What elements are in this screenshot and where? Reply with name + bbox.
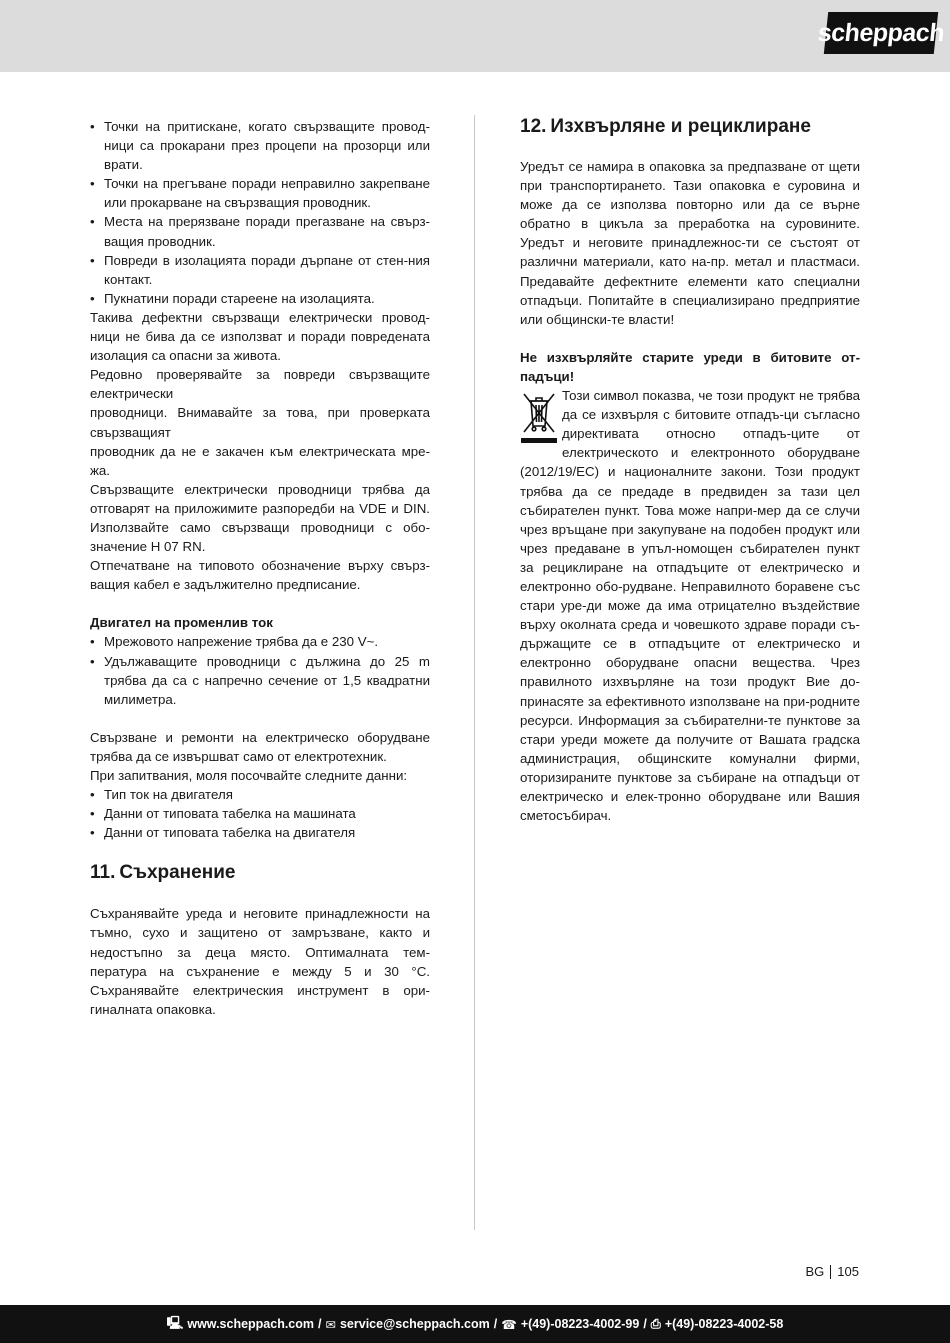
list-item: • Точки на прегъване поради неправилно закрепване или прокарване на свързващия проводник. xyxy=(90,174,430,212)
phone-icon: ☎ xyxy=(501,1317,517,1332)
paragraph: проводници. Внимавайте за това, при проверката свързващият xyxy=(90,405,430,440)
motor-list xyxy=(90,632,430,708)
list-item: • Удължаващите проводници с дължина до 25 m трябва да са с напречно сечение от 1,5 квадратни милиметра. xyxy=(90,652,430,709)
section-number: 12. xyxy=(520,116,547,137)
section-11-heading xyxy=(90,861,430,885)
mail-icon: ✉ xyxy=(325,1317,336,1332)
left-column xyxy=(90,117,430,1019)
inquiry-list xyxy=(90,785,430,842)
computer-icon: 🖳 xyxy=(166,1315,184,1330)
paragraph: Отпечатване на типовото обозначение върху свърз-ващия кабел е задължително предписание. xyxy=(90,558,430,593)
email-link[interactable]: service@scheppach.com xyxy=(339,1317,490,1331)
section-12-heading xyxy=(520,115,860,139)
paragraph: Свързване и ремонти на електрическо оборудване трябва да се извършват само от електротехник. xyxy=(90,729,430,764)
weee-block xyxy=(520,386,860,825)
paragraph: Уредът се намира в опаковка за предпазване от щети при транспортирането. Тази опаковка е суровина и може да се използва повторно или да се върне обратно в цикъла за преработка на суровините. Уредът и неговите принадлежнос-ти се състоят от различни материали, като на-пр. метал и пластмаси. Предавайте дефектните елементи като специални отпадъци. Попитайте в специализирано предприятие или общински-те власти! xyxy=(520,159,860,327)
footer-bar xyxy=(0,1305,950,1343)
page-number-separator xyxy=(830,1265,831,1279)
paragraph: При запитвания, моля посочвайте следните данни: xyxy=(90,768,408,783)
paragraph: Свързващите електрически проводници трябва да отговарят на приложимите разпоредби на VDE и DIN. Използвайте само свързващи проводници с обо-значение H 07 RN. xyxy=(90,481,430,555)
page-number xyxy=(806,1264,860,1279)
list-item: • Повреди в изолацията поради дърпане от стен-ния контакт. xyxy=(90,251,430,289)
motor-heading: Двигател на променлив ток xyxy=(90,615,273,631)
crossed-bin-icon xyxy=(520,388,558,446)
weee-paragraph: Този символ показва, че този продукт не трябва да се изхвърля с битовите отпадъ-ци съгласно директивата относно отпадъ-ците от електрическото и електронното оборудване (2012/19/EC) и националните закони. Този продукт трябва да се предаде в предвиден за тази цел събирателен пункт. Това може напри-мер да се случи чрез връщане при закупуване на подобен продукт или чрез предаване в упъл-номощен събирателен пункт за рециклиране на отпадъците от електрическо и електронно обо-рудване. Неправилното боравене със стари уре-ди може да има отрицателно въздействие върху околната среда и човешкото здраве поради съ-държащите се в отпадъците от електрическо и електронно оборудване опасни вещества. Чрез правилното изхвърляне на този продукт Вие до-принасяте за ефективното използване на при-родните ресурси. Информация за събирателни-те пунктове за стари уреди можете да получите от Вашата градска администрация, общинските комунални фирми, оторизираните пунктове за събиране на отпадъци от електрическо и елек-тронно оборудване или Вашия сметосъбирач. xyxy=(520,388,860,824)
phone-number[interactable]: +(49)-08223-4002-99 xyxy=(520,1317,640,1331)
section-title: Изхвърляне и рециклиране xyxy=(550,116,811,137)
list-item: • Пукнатини поради стареене на изолацията. xyxy=(90,289,430,308)
paragraph: проводник да не е закачен към електрическата мре-жа. xyxy=(90,443,430,478)
website-link[interactable]: www.scheppach.com xyxy=(187,1317,315,1331)
warning-heading: Не изхвърляйте старите уреди в битовите от-падъци! xyxy=(520,349,860,384)
header-bar xyxy=(0,0,950,72)
page-number-value: 105 xyxy=(837,1264,859,1279)
paragraph: Съхранявайте уреда и неговите принадлежности на тъмно, сухо и защитено от замръзване, както и недостъпно за деца място. Оптималната тем-пература на съхранение е между 5 и 30 °C. Съхранявайте електрическия инструмент в ори-гиналната опаковка. xyxy=(90,906,430,1017)
right-column xyxy=(520,117,860,825)
list-item: • Места на прерязване поради прегазване на свърз-ващия проводник. xyxy=(90,212,430,250)
footer-separator: / xyxy=(643,1317,647,1331)
list-item: • Тип ток на двигателя xyxy=(90,785,430,804)
section-title: Съхранение xyxy=(119,862,236,884)
paragraph: Такива дефектни свързващи електрически провод-ници не бива да се използват и поради повредената изолация са опасни за живота. xyxy=(90,309,430,364)
paragraph: Редовно проверявайте за повреди свързващите електрически xyxy=(90,367,430,402)
footer-separator: / xyxy=(493,1317,498,1331)
fax-icon: ⎙ xyxy=(650,1316,661,1331)
page-language: BG xyxy=(805,1264,825,1279)
list-item: • Мрежовото напрежение трябва да е 230 V~. xyxy=(90,632,430,651)
column-divider xyxy=(474,115,475,1230)
list-item: • Данни от типовата табелка на машината xyxy=(90,804,430,823)
scheppach-logo: scheppach xyxy=(824,12,938,54)
footer-separator: / xyxy=(318,1317,322,1331)
fax-number: +(49)-08223-4002-58 xyxy=(664,1317,784,1331)
section-number: 11. xyxy=(90,862,116,884)
hazard-list xyxy=(90,117,430,308)
list-item: • Данни от типовата табелка на двигателя xyxy=(90,823,430,842)
list-item: • Точки на притискане, когато свързващите провод-ници са прокарани през процепи на прозорци или врати. xyxy=(90,117,430,174)
